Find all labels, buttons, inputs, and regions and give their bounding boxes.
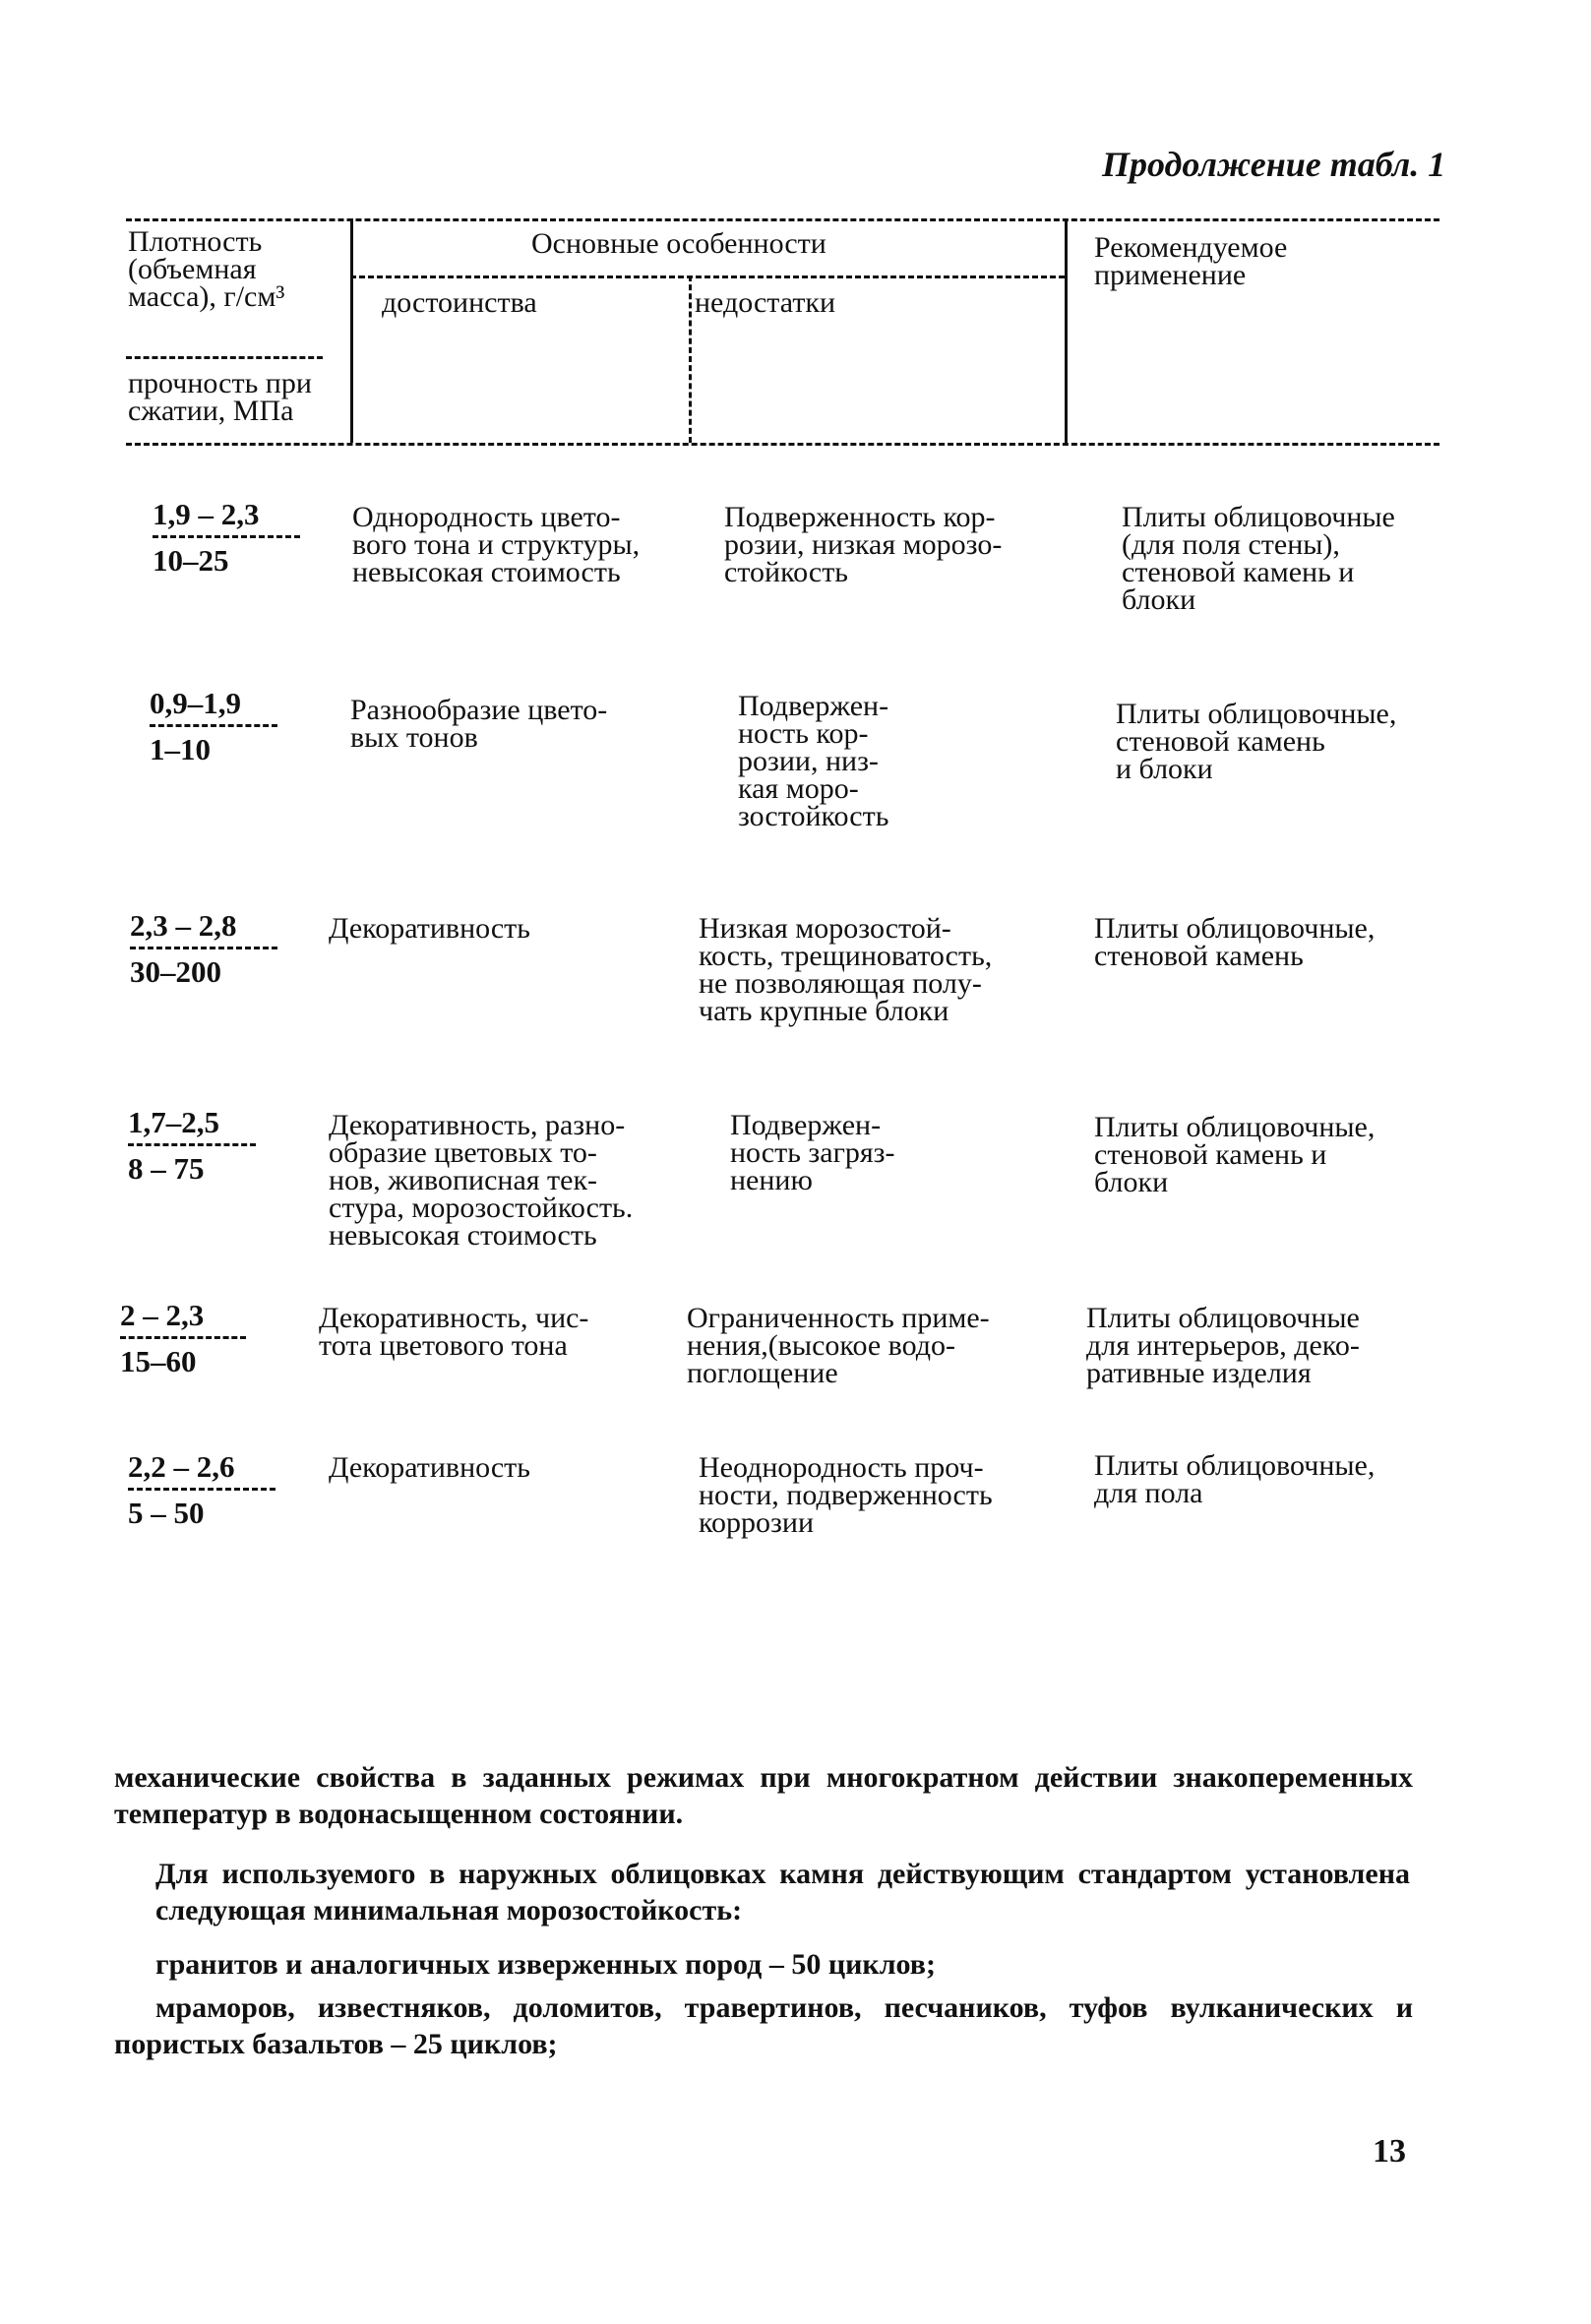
row-1-strength: 10–25 [153,543,229,578]
table-caption: Продолжение табл. 1 [1102,145,1446,184]
row-6-application: Плиты облицовочные, для пола [1094,1449,1376,1509]
row-6-advantages: Декоративность [329,1451,530,1484]
row-2-disadvantages: Подвержен- ность кор- розии, низ- кая моро- зостойкость [738,690,889,832]
row-3-strength: 30–200 [130,954,221,989]
row-2-fraction-bar [150,724,277,727]
row-2-density: 0,9–1,9 [150,686,241,720]
row-3-advantages: Декоративность [329,912,530,945]
table-row-1-density-strength [153,497,300,578]
row-5-strength: 15–60 [120,1344,197,1378]
header-advantages: достоинства [382,286,537,319]
header-disadvantages: недостатки [695,286,836,319]
row-3-application: Плиты облицовочные, стеновой камень [1094,912,1376,972]
row-3-density: 2,3 – 2,8 [130,908,237,943]
paragraph-3: гранитов и аналогичных изверженных пород – 50 циклов; [155,1948,936,1981]
row-1-fraction-bar [153,535,300,538]
row-2-advantages: Разнообразие цвето- вых тонов [350,694,608,754]
row-2-application: Плиты облицовочные, стеновой камень и блоки [1116,698,1397,785]
row-5-disadvantages: Ограниченность приме- нения,(высокое водо- поглощение [687,1302,990,1389]
row-1-density: 1,9 – 2,3 [153,497,260,531]
row-5-advantages: Декоративность, чис- тота цветового тона [319,1302,589,1362]
row-5-application: Плиты облицовочные для интерьеров, деко- ративные изделия [1086,1302,1360,1389]
density-strength-rule [126,356,323,359]
row-4-fraction-bar [128,1143,256,1146]
header-features: Основные особенности [531,227,826,260]
row-5-fraction-bar [120,1336,246,1339]
row-3-disadvantages: Низкая морозостой- кость, трещиноватость, не позволяющая полу- чать крупные блоки [699,912,993,1027]
table-row-5-density-strength [120,1298,246,1378]
row-4-density: 1,7–2,5 [128,1105,219,1139]
paragraph-2: Для используемого в наружных облицовках камня действующим стандартом установлена следующая минимальная морозостойкость: [155,1858,1410,1926]
row-4-disadvantages: Подвержен- ность загряз- нению [730,1109,895,1196]
table-row-3-density-strength [130,908,277,989]
row-6-density: 2,2 – 2,6 [128,1449,235,1484]
table-row-2-density-strength [150,686,277,766]
paragraph-1: механические свойства в заданных режимах при многократном действии знакопеременных температур в водонасыщенном состоянии. [114,1761,1413,1830]
header-density: Плотность (объемная масса), г/см³ [128,225,285,313]
row-6-strength: 5 – 50 [128,1496,205,1530]
header-col-divider-3 [1065,218,1068,443]
header-col-divider-2 [689,275,692,443]
table-row-4-density-strength [128,1105,256,1186]
row-1-application: Плиты облицовочные (для поля стены), стеновой камень и блоки [1122,501,1395,616]
row-6-fraction-bar [128,1488,275,1491]
row-4-strength: 8 – 75 [128,1151,205,1186]
page-number: 13 [1373,2133,1406,2170]
row-5-density: 2 – 2,3 [120,1298,205,1332]
header-top-rule [126,218,1439,221]
row-2-strength: 1–10 [150,732,211,766]
row-4-advantages: Декоративность, разно- образие цветовых то- нов, живописная тек- стура, морозостойкость. невысокая стоимость [329,1109,634,1252]
row-1-disadvantages: Подверженность кор- розии, низкая морозо- стойкость [724,501,1003,588]
header-application: Рекомендуемое применение [1094,231,1288,291]
row-1-advantages: Однородность цвето- вого тона и структуры, невысокая стоимость [352,501,641,588]
row-6-disadvantages: Неоднородность проч- ности, подверженность коррозии [699,1451,993,1539]
row-4-application: Плиты облицовочные, стеновой камень и блоки [1094,1111,1376,1198]
header-strength: прочность при сжатии, МПа [128,367,312,427]
header-bottom-rule [126,443,1439,446]
paragraph-4: мраморов, известняков, доломитов, травертинов, песчаников, туфов вулканических и пористых базальтов – 25 циклов; [114,1991,1413,2060]
table-row-6-density-strength [128,1449,275,1530]
row-3-fraction-bar [130,947,277,949]
features-divider-rule [350,275,1065,278]
